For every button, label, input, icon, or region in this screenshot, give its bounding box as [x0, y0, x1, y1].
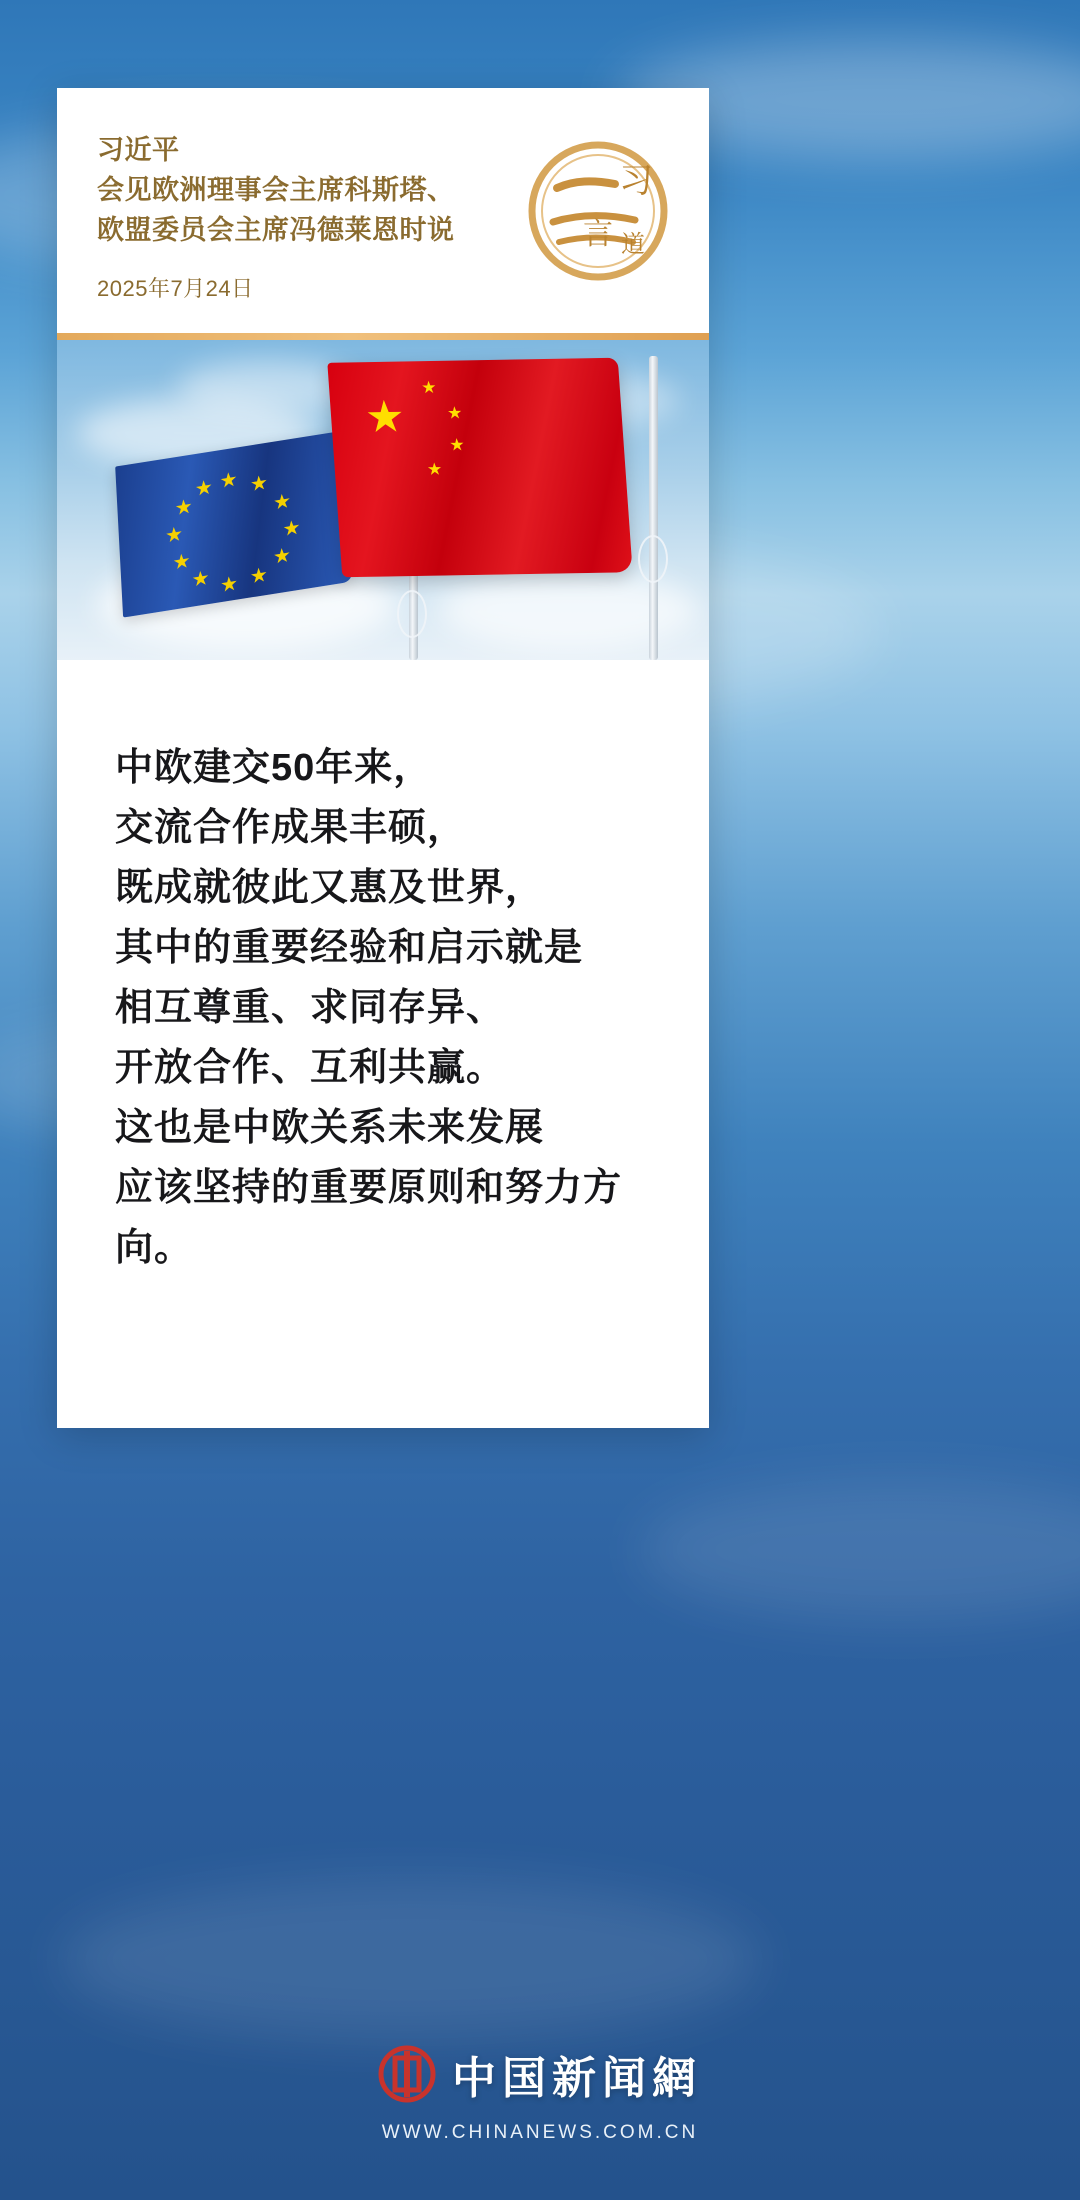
quote-line: 开放合作、互利共赢。: [115, 1047, 506, 1089]
background-cloud: [60, 1880, 760, 2040]
brand-lockup: [378, 2042, 702, 2106]
flag-pole: [649, 356, 658, 660]
quote-line: 其中的重要经验和启示就是: [115, 927, 584, 969]
quote-body: [57, 660, 709, 1428]
publish-date: 2025年7月24日: [97, 276, 254, 301]
flag-rope: [638, 535, 668, 583]
quote-line: 这也是中欧关系未来发展: [115, 1107, 545, 1149]
quote-line: 既成就彼此又惠及世界，: [115, 867, 545, 909]
headline-line-2: 会见欧洲理事会主席科斯塔、: [97, 175, 455, 205]
brand-url: WWW.CHINANEWS.COM.CN: [381, 2122, 699, 2143]
background-cloud: [640, 1480, 1080, 1620]
headline: [97, 130, 527, 250]
xi-yan-dao-seal-icon: [523, 136, 673, 286]
svg-text:言: 言: [583, 218, 613, 251]
quote-line: 交流合作成果丰硕，: [115, 807, 467, 849]
quote-line: 中欧建交50年来，: [115, 747, 433, 789]
card-header: [57, 88, 709, 333]
china-flag: [327, 358, 632, 578]
svg-text:习: 习: [619, 163, 653, 200]
headline-line-1: 习近平: [97, 135, 180, 165]
chinanews-logo-icon: [378, 2045, 436, 2103]
photo-cloud: [439, 570, 699, 650]
china-stars: ★ ★ ★ ★ ★: [363, 377, 466, 479]
quote-line: 相互尊重、求同存异、: [115, 987, 506, 1029]
quote-line: 应该坚持的重要原则和努力方向。: [115, 1167, 623, 1269]
content-card: [57, 88, 709, 1428]
eu-stars: ★ ★ ★ ★ ★ ★ ★ ★ ★ ★ ★ ★: [164, 468, 302, 598]
svg-text:道: 道: [621, 232, 645, 258]
brand-name: 中国新闻網: [452, 2054, 702, 2103]
gold-divider: [57, 333, 709, 340]
headline-line-3: 欧盟委员会主席冯德莱恩时说: [97, 215, 455, 245]
flag-rope: [397, 590, 427, 638]
china-eu-flags-photo: [57, 340, 709, 660]
footer-brand: [0, 2042, 1080, 2144]
